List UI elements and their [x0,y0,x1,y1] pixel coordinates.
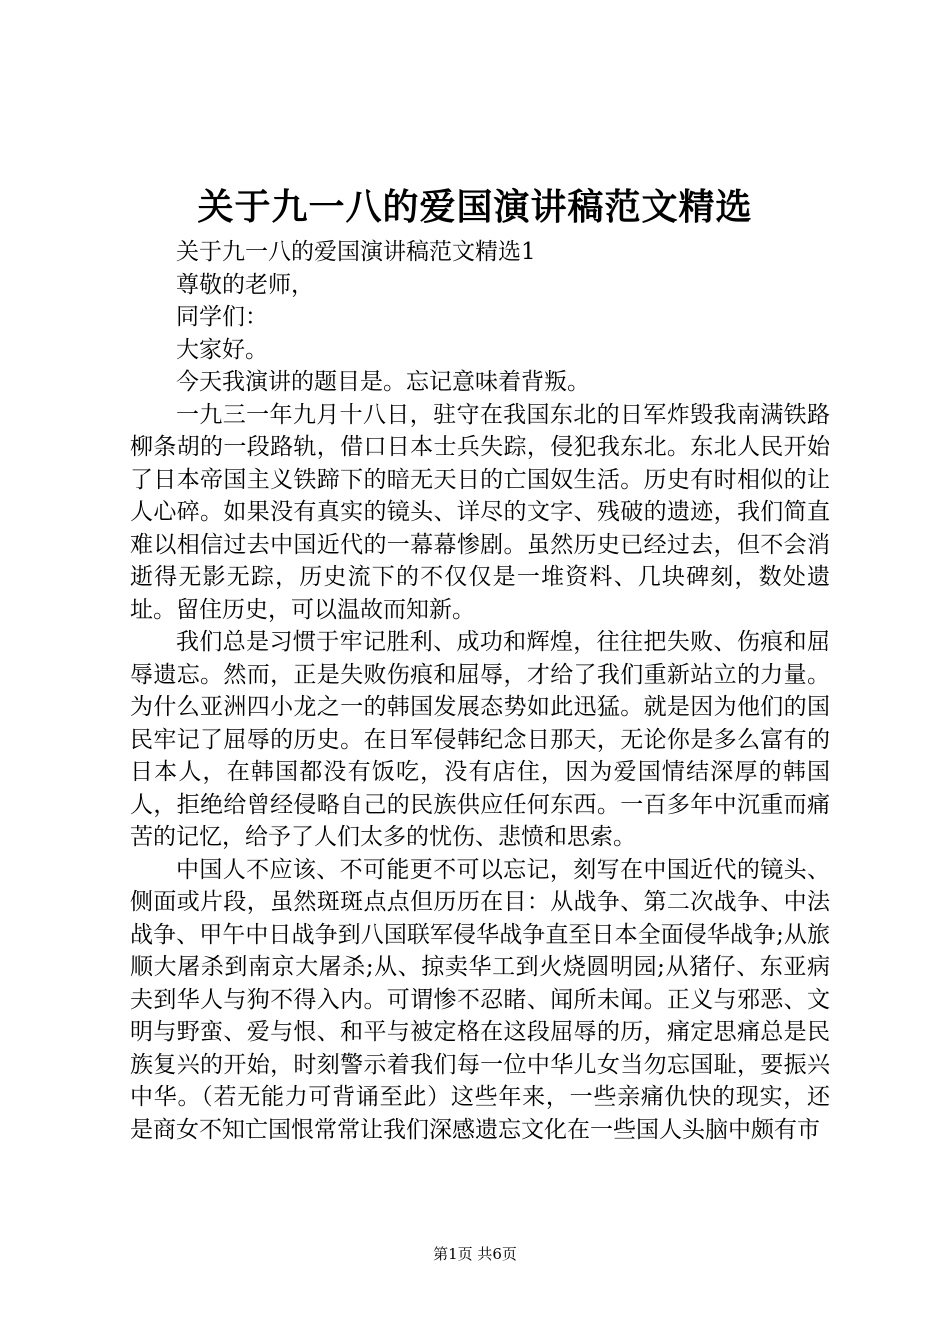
body-paragraph: 中国人不应该、不可能更不可以忘记，刻写在中国近代的镜头、侧面或片段，虽然斑斑点点但历历在目：从战争、第二次战争、中法战争、甲午中日战争到八国联军侵华战争直至日本全面侵华战争;从旅顺大屠杀到南京大屠杀;从、掠卖华工到火烧圆明园;从猪仔、东亚病夫到华人与狗不得入内。可谓惨不忍睹、闻所未闻。正义与邪恶、文明与野蛮、爱与恨、和平与被定格在这段屈辱的历，痛定思痛总是民族复兴的开始，时刻警示着我们每一位中华儿女当勿忘国耻，要振兴中华。（若无能力可背诵至此）这些年来，一些亲痛仇快的现实，还是商女不知亡国恨常常让我们深感遗忘文化在一些国人头脑中颇有市 [130,856,830,1143]
document-body [130,236,830,1146]
document-title: 关于九一八的爱国演讲稿范文精选 [197,186,753,228]
body-paragraph: 我们总是习惯于牢记胜利、成功和辉煌，往往把失败、伤痕和屈辱遗忘。然而，正是失败伤痕和屈辱，才给了我们重新站立的力量。为什么亚洲四小龙之一的韩国发展态势如此迅猛。就是因为他们的国民牢记了屈辱的历史。在日军侵韩纪念日那天，无论你是多么富有的日本人，在韩国都没有饭吃，没有店住，因为爱国情结深厚的韩国人，拒绝给曾经侵略自己的民族供应任何东西。一百多年中沉重而痛苦的记忆，给予了人们太多的忧伤、悲愤和思索。 [130,629,830,850]
page-number-footer: 第1页 共6页 [433,1245,517,1263]
speech-topic: 今天我演讲的题目是。忘记意味着背叛。 [176,369,590,395]
salutation-teachers: 尊敬的老师， [176,271,314,298]
section-heading: 关于九一八的爱国演讲稿范文精选1 [176,239,536,265]
body-paragraph: 一九三一年九月十八日，驻守在我国东北的日军炸毁我南满铁路柳条胡的一段路轨，借口日本士兵失踪，侵犯我东北。东北人民开始了日本帝国主义铁蹄下的暗无天日的亡国奴生活。历史有时相似的让人心碎。如果没有真实的镜头、详尽的文字、残破的遗迹，我们简直难以相信过去中国近代的一幕幕惨剧。虽然历史已经过去，但不会消逝得无影无踪，历史流下的不仅仅是一堆资料、几块碑刻，数处遗址。留住历史，可以温故而知新。 [130,401,830,623]
salutation-classmates: 同学们： [176,304,268,330]
greeting: 大家好。 [176,336,268,363]
